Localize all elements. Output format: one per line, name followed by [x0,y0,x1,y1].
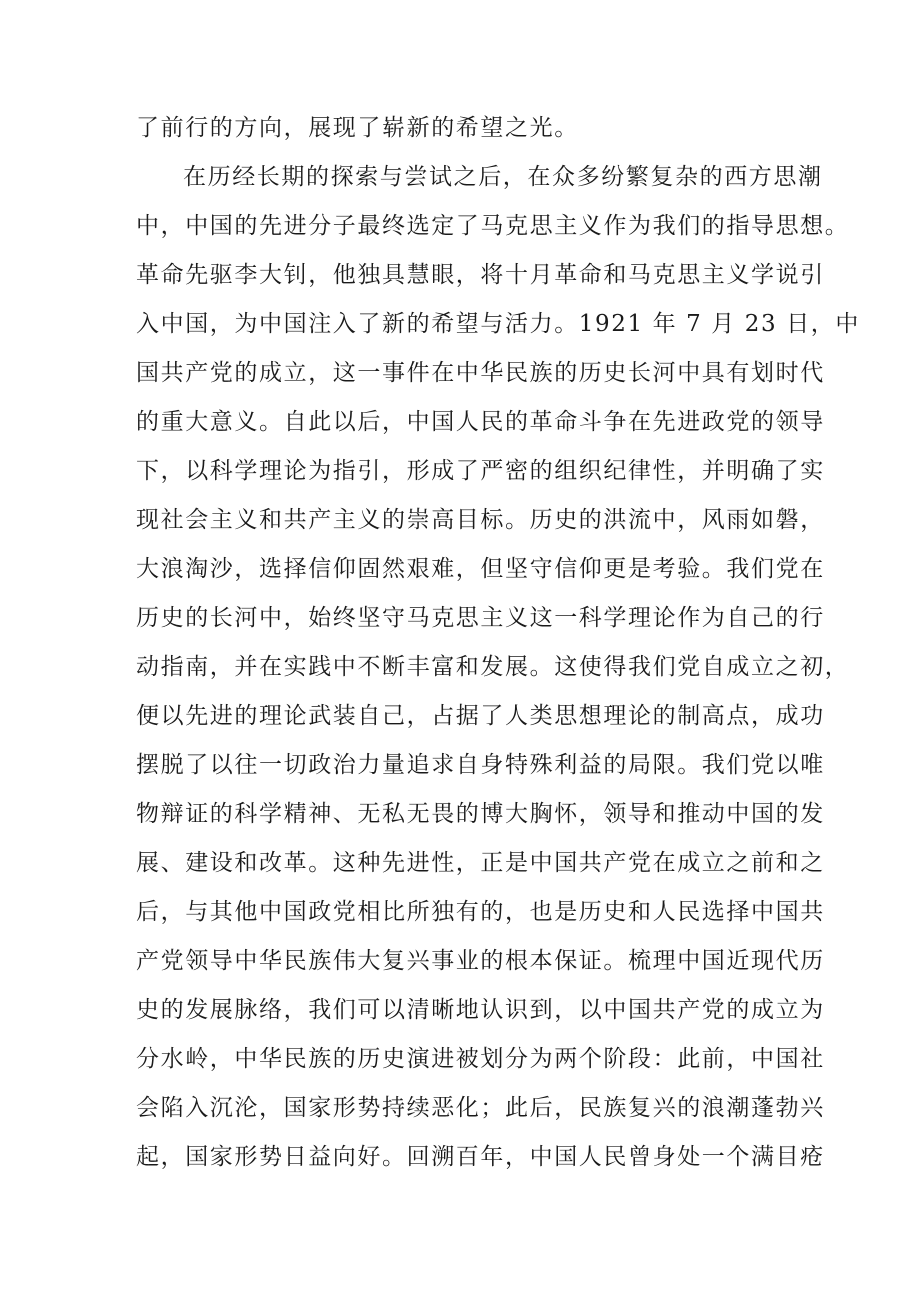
text-line: 下，以科学理论为指引，形成了严密的组织纪律性，并明确了实 [136,458,825,484]
text-line: 展、建设和改革。这种先进性，正是中国共产党在成立之前和之 [136,850,825,876]
text-line: 物辩证的科学精神、无私无畏的博大胸怀，领导和推动中国的发 [136,801,825,827]
text-line: 产党领导中华民族伟大复兴事业的根本保证。梳理中国近现代历 [136,948,825,974]
text-line: 历史的长河中，始终坚守马克思主义这一科学理论作为自己的行 [136,605,825,631]
text-line: 起，国家形势日益向好。回溯百年，中国人民曾身处一个满目疮 [136,1144,825,1170]
text-line: 入中国，为中国注入了新的希望与活力。1921 年 7 月 23 日，中 [136,311,860,337]
text-line: 分水岭，中华民族的历史演进被划分为两个阶段：此前，中国社 [136,1046,825,1072]
text-line: 便以先进的理论武装自己，占据了人类思想理论的制高点，成功 [136,703,825,729]
text-line: 中，中国的先进分子最终选定了马克思主义作为我们的指导思想。 [136,213,850,239]
text-line: 史的发展脉络，我们可以清晰地认识到，以中国共产党的成立为 [136,997,825,1023]
text-line: 国共产党的成立，这一事件在中华民族的历史长河中具有划时代 [136,360,825,386]
text-line: 会陷入沉沦，国家形势持续恶化；此后，民族复兴的浪潮蓬勃兴 [136,1095,825,1121]
text-line: 了前行的方向，展现了崭新的希望之光。 [136,115,579,141]
text-line: 的重大意义。自此以后，中国人民的革命斗争在先进政党的领导 [136,409,825,435]
text-line: 大浪淘沙，选择信仰固然艰难，但坚守信仰更是考验。我们党在 [136,556,825,582]
text-line: 后，与其他中国政党相比所独有的，也是历史和人民选择中国共 [136,899,825,925]
text-line: 现社会主义和共产主义的崇高目标。历史的洪流中，风雨如磐， [136,507,825,533]
paragraph-first-line: 在历经长期的探索与尝试之后，在众多纷繁复杂的西方思潮 [183,164,823,190]
body-text [136,104,860,1182]
text-line: 摆脱了以往一切政治力量追求自身特殊利益的局限。我们党以唯 [136,752,825,778]
text-line: 动指南，并在实践中不断丰富和发展。这使得我们党自成立之初， [136,654,850,680]
text-line: 革命先驱李大钊，他独具慧眼，将十月革命和马克思主义学说引 [136,262,825,288]
